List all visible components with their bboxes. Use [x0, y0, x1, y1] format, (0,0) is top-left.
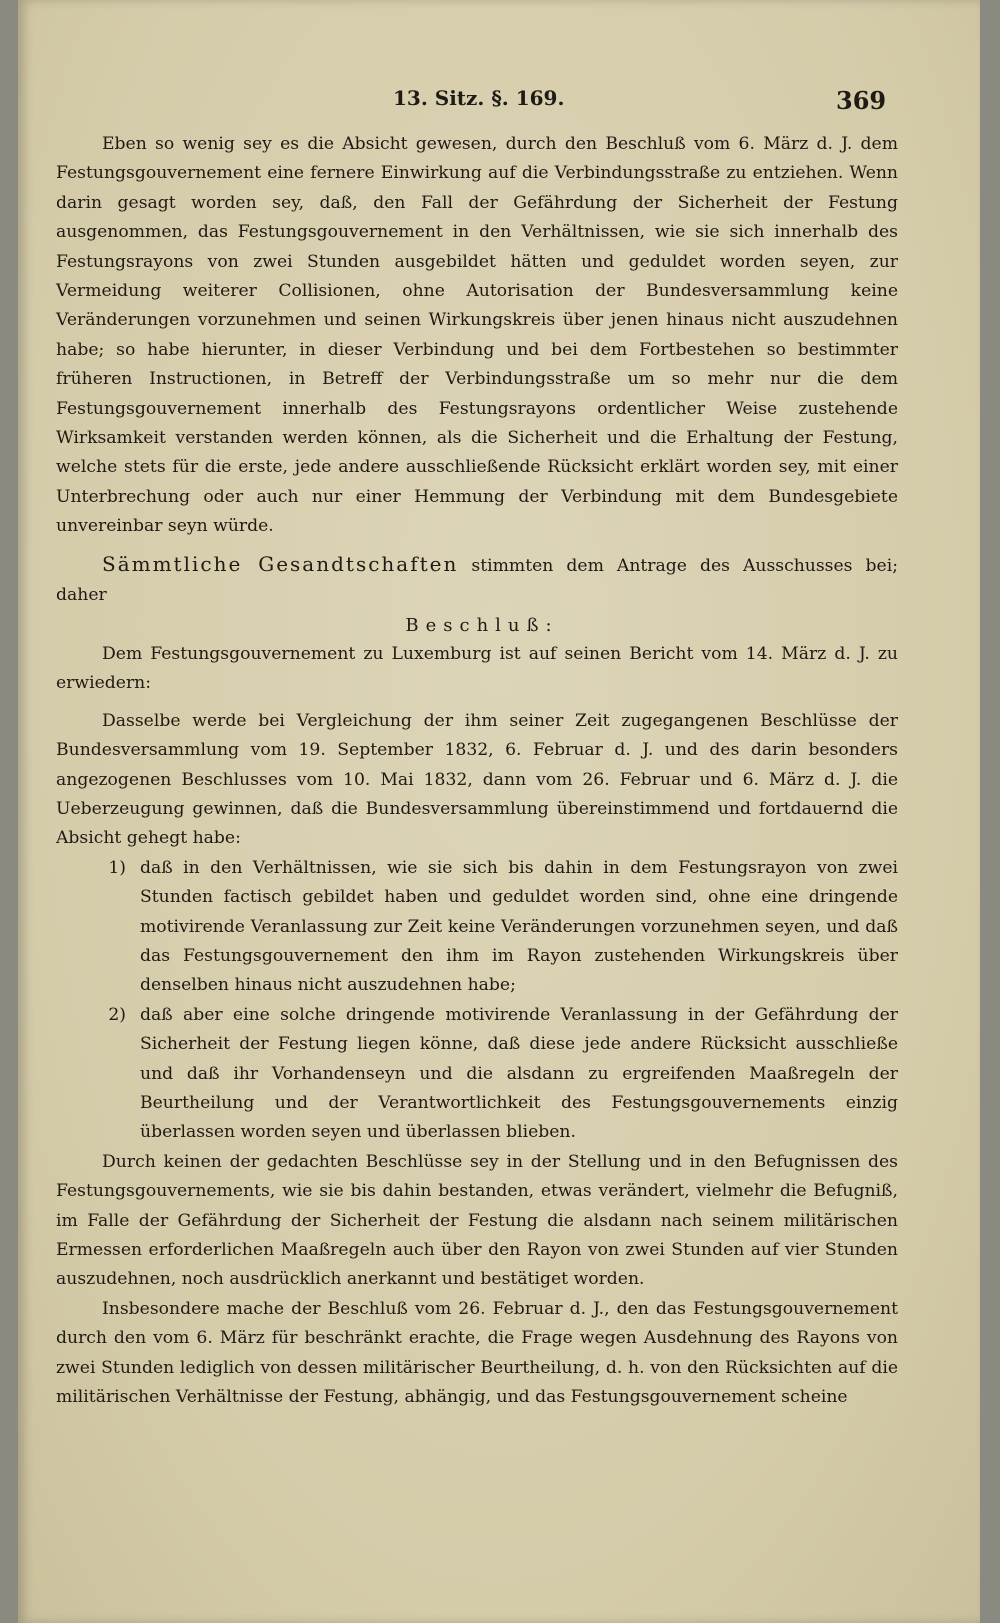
resolution-heading: Beschluß:	[405, 614, 559, 636]
page-body	[56, 130, 898, 1412]
spaced-heading: Sämmtliche Gesandtschaften	[102, 551, 459, 576]
list-item-text: daß aber eine solche dringende motivirende Veranlassung in der Gefährdung der Sicherheit der Festung liegen könne, daß diese jede andere Rücksicht ausschließe und daß ihr Vorhandenseyn und die alsdann zu ergreifenden Maaßregeln der Beurtheilung und der Verantwortlichkeit des Festungsgouvernements einzig überlassen worden seyen und überlassen blieben.	[140, 1004, 898, 1143]
list-item	[56, 854, 898, 1001]
list-item-text: daß in den Verhältnissen, wie sie sich bis dahin in dem Festungsrayon von zwei Stunden factisch gebildet haben und geduldet worden sind, ohne eine dringende motivirende Veranlassung zur Zeit keine Veränderungen vorzunehmen seyen, und daß das Festungsgouvernement den ihm im Rayon zustehenden Wirkungskreis über denselben hinaus nicht auszudehnen habe;	[140, 857, 898, 996]
section-reference: 13. Sitz. §. 169.	[393, 86, 565, 110]
paragraph-vote	[56, 550, 898, 611]
list-item-number: 1)	[108, 857, 126, 878]
page-number: 369	[836, 86, 887, 115]
list-item	[56, 1001, 898, 1148]
book-page	[18, 0, 980, 1623]
paragraph-8: Insbesondere mache der Beschluß vom 26. Februar d. J., den das Festungsgouvernement durch den vom 6. März für beschränkt erachte, die Frage wegen Ausdehnung des Rayons von zwei Stunden lediglich von dessen militärischer Beurtheilung, d. h. von den Rücksichten auf die militärischen Verhältnisse der Festung, abhängig, und das Festungsgouvernement scheine	[56, 1298, 898, 1408]
vote-text: stimmten dem Antrage des Ausschusses bei; daher	[56, 555, 898, 606]
page-header	[18, 86, 980, 120]
paragraph-4: Dasselbe werde bei Vergleichung der ihm seiner Zeit zugegangenen Beschlüsse der Bundesversammlung vom 19. September 1832, 6. Februar d. J. und des darin besonders angezogenen Beschlusses vom 10. Mai 1832, dann vom 26. Februar und 6. März d. J. die Ueberzeugung gewinnen, daß die Bundesversammlung übereinstimmend und fortdauernd die Absicht gehegt habe:	[56, 710, 898, 849]
list-item-number: 2)	[108, 1004, 126, 1025]
paragraph-7: Durch keinen der gedachten Beschlüsse sey in der Stellung und in den Befugnissen des Festungsgouvernements, wie sie bis dahin bestanden, etwas verändert, vielmehr die Befugniß, im Falle der Gefährdung der Sicherheit der Festung die alsdann nach seinem militärischen Ermessen erforderlichen Maaßregeln auch über den Rayon von zwei Stunden auf vier Stunden auszudehnen, noch ausdrücklich anerkannt und bestätiget worden.	[56, 1151, 898, 1290]
paragraph-1: Eben so wenig sey es die Absicht gewesen, durch den Beschluß vom 6. März d. J. dem Festungsgouvernement eine fernere Einwirkung auf die Verbindungsstraße zu entziehen. Wenn darin gesagt worden sey, daß, den Fall der Gefährdung der Sicherheit der Festung ausgenommen, das Festungsgouvernement in den Verhältnissen, wie sie sich innerhalb des Festungsrayons von zwei Stunden ausgebildet hätten und geduldet worden seyen, zur Vermeidung weiterer Collisionen, ohne Autorisation der Bundesversammlung keine Veränderungen vorzunehmen und seinen Wirkungskreis über jenen hinaus nicht auszudehnen habe; so habe hierunter, in dieser Verbindung und bei dem Fortbestehen so bestimmter früheren Instructionen, in Betreff der Verbindungsstraße um so mehr nur die dem Festungsgouvernement innerhalb des Festungsrayons ordentlicher Weise zustehende Wirksamkeit verstanden werden können, als die Sicherheit und die Erhaltung der Festung, welche stets für die erste, jede andere ausschließende Rücksicht erklärt worden sey, mit einer Unterbrechung oder auch nur einer Hemmung der Verbindung mit dem Bundesgebiete unvereinbar seyn würde.	[56, 134, 898, 537]
paragraph-3: Dem Festungsgouvernement zu Luxemburg ist auf seinen Bericht vom 14. März d. J. zu erwiedern:	[56, 643, 898, 694]
